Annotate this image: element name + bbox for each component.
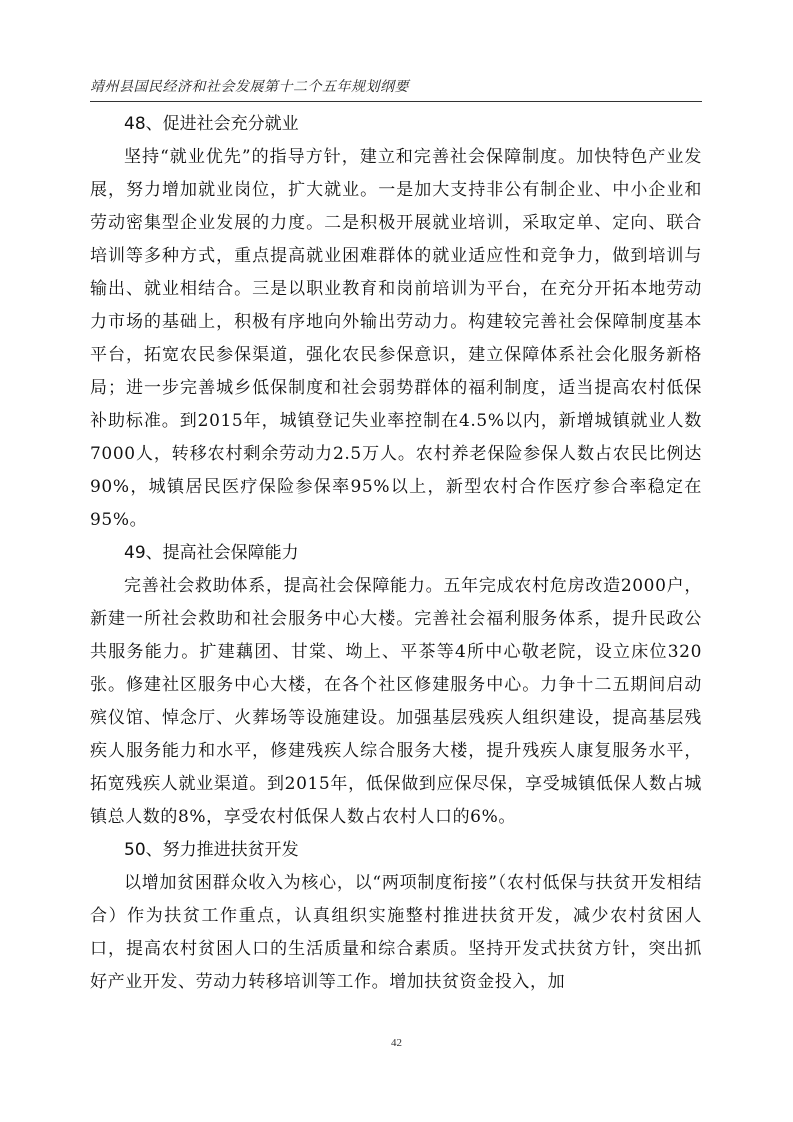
page-number: 42 xyxy=(391,1037,402,1049)
section-heading: 50、努力推进扶贫开发 xyxy=(124,840,299,860)
running-header: 靖州县国民经济和社会发展第十二个五年规划纲要 xyxy=(90,79,409,95)
section-heading: 49、提高社会保障能力 xyxy=(124,543,299,563)
section-heading: 48、促进社会充分就业 xyxy=(124,114,299,134)
section-49 xyxy=(90,537,702,834)
header-divider xyxy=(90,101,702,102)
section-paragraph: 完善社会救助体系，提高社会保障能力。五年完成农村危房改造2000户，新建一所社会救助和社会服务中心大楼。完善社会福利服务体系，提升民政公共服务能力。扩建藕团、甘棠、坳上、平茶等4所中心敬老院，设立床位320张。修建社区服务中心大楼，在各个社区修建服务中心。力争十二五期间启动殡仪馆、悼念厅、火葬场等设施建设。加强基层残疾人组织建设，提高基层残疾人服务能力和水平，修建残疾人综合服务大楼，提升残疾人康复服务水平，拓宽残疾人就业渠道。到2015年，低保做到应保尽保，享受城镇低保人数占城镇总人数的8%，享受农村低保人数占农村人口的6%。 xyxy=(90,576,702,827)
document-body xyxy=(90,108,702,999)
section-paragraph: 坚持“就业优先”的指导方针，建立和完善社会保障制度。加快特色产业发展，努力增加就业岗位，扩大就业。一是加大支持非公有制企业、中小企业和劳动密集型企业发展的力度。二是积极开展就业培训，采取定单、定向、联合培训等多种方式，重点提高就业困难群体的就业适应性和竞争力，做到培训与输出、就业相结合。三是以职业教育和岗前培训为平台，在充分开拓本地劳动力市场的基础上，积极有序地向外输出劳动力。构建较完善社会保障制度基本平台，拓宽农民参保渠道，强化农民参保意识，建立保障体系社会化服务新格局；进一步完善城乡低保制度和社会弱势群体的福利制度，适当提高农村低保补助标准。到2015年，城镇登记失业率控制在4.5%以内，新增城镇就业人数7000人，转移农村剩余劳动力2.5万人。农村养老保险参保人数占农民比例达90%，城镇居民医疗保险参保率95%以上，新型农村合作医疗参合率稳定在95%。 xyxy=(90,147,702,530)
section-48 xyxy=(90,108,702,537)
section-paragraph: 以增加贫困群众收入为核心，以“两项制度衔接”（农村低保与扶贫开发相结合）作为扶贫工作重点，认真组织实施整村推进扶贫开发，减少农村贫困人口，提高农村贫困人口的生活质量和综合素质。坚持开发式扶贫方针，突出抓好产业开发、劳动力转移培训等工作。增加扶贫资金投入，加 xyxy=(90,873,702,992)
section-50 xyxy=(90,834,702,999)
